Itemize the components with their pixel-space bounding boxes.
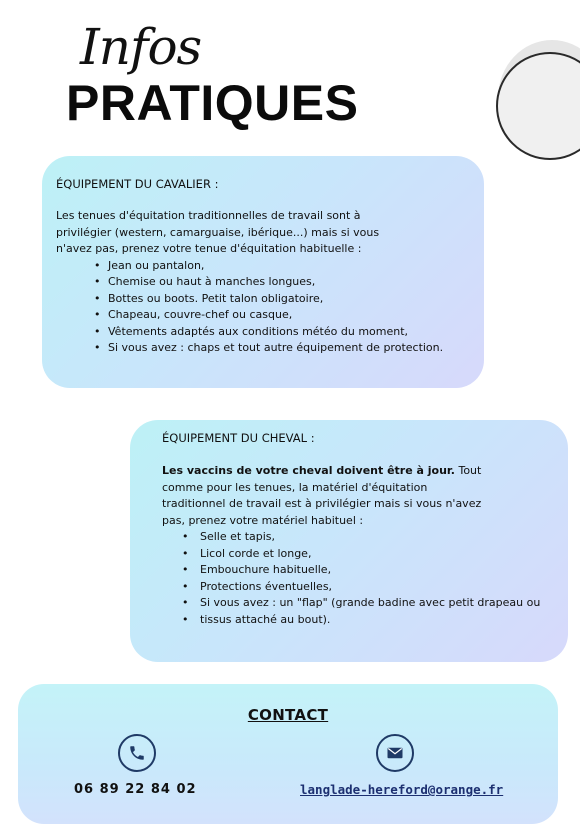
horse-intro-line: traditionnel de travail est à privilégier mais si vous n'avez (162, 497, 482, 510)
page-title: PRATIQUES (66, 75, 359, 131)
list-item: • Chemise ou haut à manches longues, (108, 274, 474, 291)
email-link[interactable]: langlade-hereford@orange.fr (300, 782, 504, 797)
phone-icon[interactable] (118, 734, 156, 772)
rider-equipment-list (56, 258, 474, 357)
list-item: • Si vous avez : chaps et tout autre équipement de protection. (108, 340, 474, 357)
list-item: • Embouchure habituelle, (200, 562, 564, 579)
horse-intro-continuation: Tout (454, 464, 482, 477)
horse-intro-line: comme pour les tenues, la matériel d'équitation (162, 480, 428, 494)
list-item: • Jean ou pantalon, (108, 258, 474, 275)
contact-title: CONTACT (247, 706, 329, 724)
rider-intro-line: n'avez pas, prenez votre tenue d'équitation habituelle : (56, 242, 362, 255)
list-item: • Vêtements adaptés aux conditions météo du moment, (108, 324, 474, 341)
list-item: • Bottes ou boots. Petit talon obligatoire, (108, 291, 474, 308)
list-item-continuation: • tissus attaché au bout). (200, 612, 564, 629)
phone-icon-glyph (128, 744, 146, 762)
rider-intro-line: privilégier (western, camarguaise, ibérique...) mais si vous (56, 225, 380, 239)
envelope-icon[interactable] (376, 734, 414, 772)
horse-intro-line: pas, prenez votre matériel habituel : (162, 513, 364, 527)
script-title: Infos (80, 18, 202, 76)
horse-equipment-card (130, 420, 568, 662)
rider-equipment-heading: ÉQUIPEMENT DU CAVALIER : (56, 177, 219, 191)
list-item: • Protections éventuelles, (200, 579, 564, 596)
horse-equipment-list (162, 529, 564, 628)
list-item: • Chapeau, couvre-chef ou casque, (108, 307, 474, 324)
contact-card (18, 684, 558, 824)
list-item: • Selle et tapis, (200, 529, 564, 546)
horse-equipment-heading: ÉQUIPEMENT DU CHEVAL : (162, 431, 315, 445)
rider-equipment-card (42, 156, 484, 388)
list-item: • Si vous avez : un "flap" (grande badine avec petit drapeau ou (200, 595, 564, 612)
list-item: • Licol corde et longe, (200, 546, 564, 563)
vaccine-notice: Les vaccins de votre cheval doivent être à jour. (162, 464, 455, 477)
rider-intro-line: Les tenues d'équitation traditionnelles de travail sont à (56, 209, 361, 222)
horse-intro-first-line (162, 463, 564, 480)
envelope-icon-glyph (386, 744, 404, 762)
phone-number[interactable]: 06 89 22 84 02 (74, 782, 197, 797)
